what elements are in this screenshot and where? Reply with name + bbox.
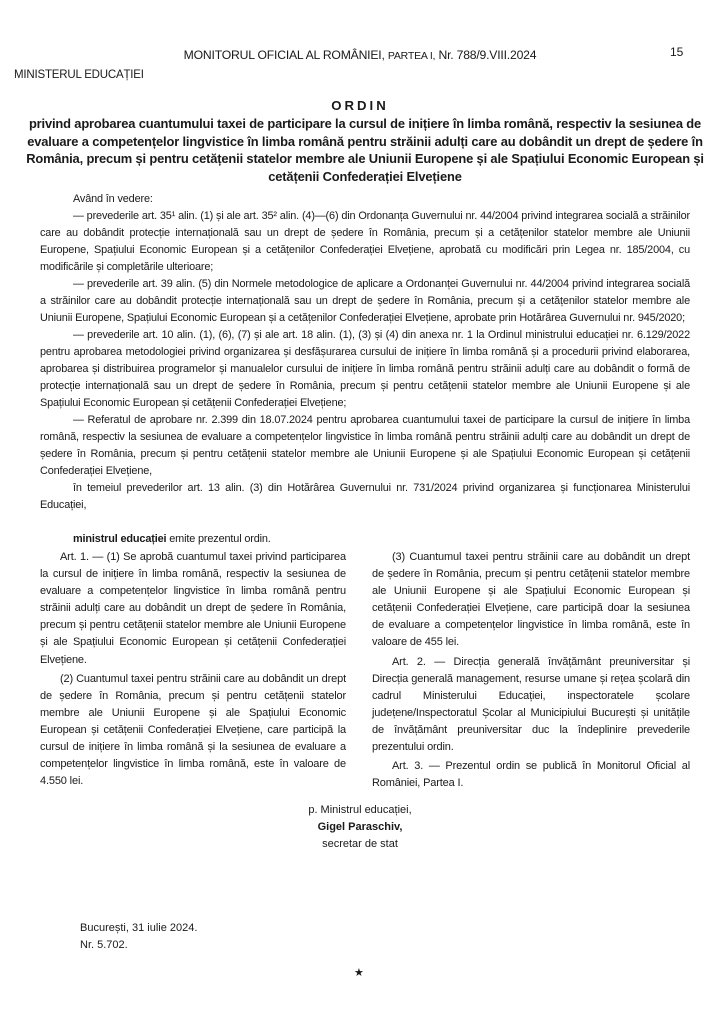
article-paragraph: Art. 2. — Direcția generală învățământ preuniversitar și Direcția generală management, resurse umane și rețea școlară din cadrul Ministerului Educației, inspectoratele școlare județene/Inspectoratul Școlar al Municipiului București și unitățile de învățământ preuniversitar duc la îndeplinire prevederile prezentului ordin. xyxy=(372,655,690,754)
place-date-block xyxy=(80,920,197,953)
issuing-ministry: MINISTERUL EDUCAȚIEI xyxy=(14,69,144,81)
preamble-paragraph: — prevederile art. 35¹ alin. (1) și ale art. 35² alin. (4)—(6) din Ordonanța Guvernului nr. 44/2004 privind integrarea socială a străinilor care au dobândit protecție internațională sau un drept de ședere în România, precum și a cetățenilor statelor membre ale Uniunii Europene, Spațiului Economic European și a cetățenilor Confederației Elvețiene, aprobată cu modificări prin Legea nr. 185/2004, cu modificările și completările ulterioare; xyxy=(40,210,690,273)
place-date: București, 31 iulie 2024. xyxy=(80,922,198,934)
journal-name: MONITORUL OFICIAL AL ROMÂNIEI, xyxy=(183,48,385,62)
star-icon: ★ xyxy=(354,967,364,979)
issuing-statement xyxy=(40,531,690,548)
signature-line: p. Ministrul educației, xyxy=(308,804,412,816)
order-number: Nr. 5.702. xyxy=(80,938,128,951)
article-paragraph: Art. 1. — (1) Se aprobă cuantumul taxei privind participarea la cursul de inițiere în limba română, respectiv la sesiunea de evaluare a competențelor lingvistice în limba română pentru străinii adulți care au dobândit un drept de ședere în România, precum și pentru cetățenii statelor membre ale Uniunii Europene și ale Spațiului Economic European și cetățenii Confederației Elvețiene. xyxy=(40,551,346,666)
preamble-paragraph: — prevederile art. 10 alin. (1), (6), (7) și ale art. 18 alin. (1), (3) și (4) din anexa nr. 1 la Ordinul ministrului educației nr. 6.129/2022 pentru aprobarea metodologiei privind organizarea și desfășurarea cursului de inițiere în limba română și a procedurii privind elaborarea, aprobarea și distribuirea programelor și manualelor cursului de inițiere în limba română pentru străinii adulți care au dobândit o formă de protecție internațională sau un drept de ședere în România, precum și pentru cetățenii statelor membre ale Uniunii Europene și ale Spațiului Economic European și cetățenii Confederației Elvețiene; xyxy=(40,329,690,409)
running-header xyxy=(0,48,720,62)
articles-left-column xyxy=(40,549,346,790)
articles-right-column xyxy=(372,549,690,792)
preamble-paragraph: Având în vedere: xyxy=(73,193,153,205)
signature-block xyxy=(260,802,460,853)
signatory-name: Gigel Paraschiv, xyxy=(317,821,403,833)
article-paragraph: (2) Cuantumul taxei pentru străinii care au dobândit un drept de ședere în România, precum și pentru cetățenii statelor membre ale Uniunii Europene și ale Spațiului Economic European și cetățenii Confederației Elvețiene, care participă la cursul de inițiere în limba română și la sesiunea de evaluare a competențelor lingvistice în limba română, este în valoare de 4.550 lei. xyxy=(40,672,346,788)
page-number: 15 xyxy=(670,45,684,59)
issuer-rest: emite prezentul ordin. xyxy=(166,533,271,545)
preamble-paragraph: — prevederile art. 39 alin. (5) din Normele metodologice de aplicare a Ordonanței Guvernului nr. 44/2004 privind integrarea socială a străinilor care au dobândit protecție internațională sau un drept de ședere în România, precum și a cetățenilor statelor membre ale Uniunii Europene, Spațiului Economic European și a cetățenilor Confederației Elvețiene, aprobate prin Hotărârea Guvernului nr. 945/2020; xyxy=(40,278,690,324)
preamble xyxy=(40,191,690,548)
issuer-bold: ministrul educației xyxy=(73,533,167,545)
document-title: ORDIN xyxy=(331,98,389,113)
preamble-paragraph: — Referatul de aprobare nr. 2.399 din 18.07.2024 pentru aprobarea cuantumului taxei de participare la cursul de inițiere în limba română, respectiv la sesiunea de evaluare a competențelor lingvistice în limba română pentru străinii adulți care au dobândit un drept de ședere în România, precum și pentru cetățenii statelor membre ale Uniunii Europene și ale Spațiului Economic European și cetățenii Confederației Elvețiene, xyxy=(40,414,690,477)
signatory-role: secretar de stat xyxy=(322,838,398,850)
preamble-paragraph: în temeiul prevederilor art. 13 alin. (3) din Hotărârea Guvernului nr. 731/2024 privind organizarea și funcționarea Ministerului Educației, xyxy=(40,482,690,511)
journal-issue: Nr. 788/9.VIII.2024 xyxy=(438,48,537,62)
article-paragraph: Art. 3. — Prezentul ordin se publică în Monitorul Oficial al României, Partea I. xyxy=(372,760,690,790)
article-paragraph: (3) Cuantumul taxei pentru străinii care au dobândit un drept de ședere în România, precum și pentru cetățenii statelor membre ale Uniunii Europene și ale Spațiului Economic European și cetățenii Confederației Elvețiene, care participă doar la sesiunea de evaluare a competențelor lingvistice în limba română, este în valoare de 455 lei. xyxy=(372,551,690,649)
journal-part: PARTEA I, xyxy=(387,50,436,62)
document-subtitle: privind aprobarea cuantumului taxei de participare la cursul de inițiere în limba română, respectiv la sesiunea de evaluare a competențelor lingvistice în limba română pentru străinii adulți care au dobândit un drept de ședere în România, precum și pentru cetățenii statelor membre ale Uniunii Europene și ale Spațiului Economic European și cetățenii Confederației Elvețiene xyxy=(26,116,704,184)
